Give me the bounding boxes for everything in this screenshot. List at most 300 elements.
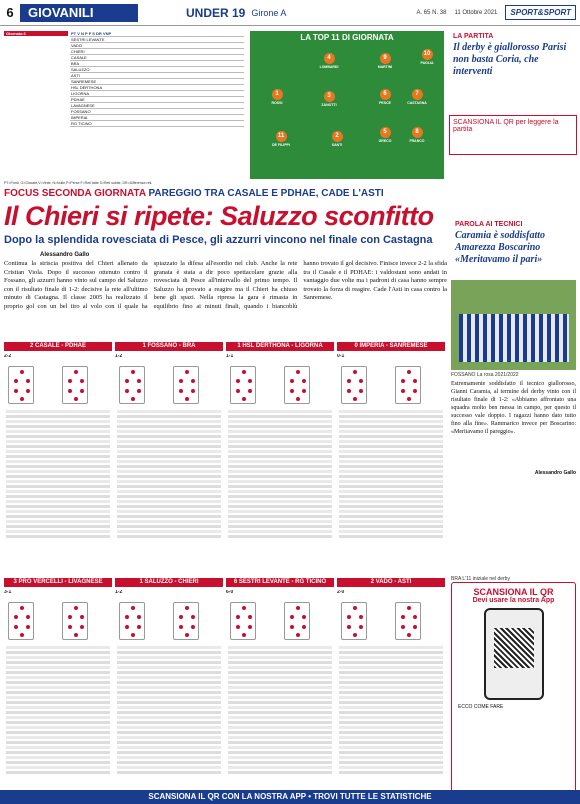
lineup-line bbox=[6, 455, 110, 458]
match-title: 1 HSL DERTHONA - LIGORNA bbox=[226, 342, 334, 351]
player-number: 4 bbox=[324, 53, 335, 64]
lineup-line bbox=[6, 656, 110, 659]
lineup-line bbox=[117, 721, 221, 724]
lineup-line bbox=[339, 706, 443, 709]
player-dot bbox=[185, 397, 189, 401]
lineup-line bbox=[339, 445, 443, 448]
lineup-line bbox=[6, 671, 110, 674]
lineup-line bbox=[117, 440, 221, 443]
table-row: LAVAGNESE bbox=[70, 103, 244, 109]
lineup-line bbox=[228, 696, 332, 699]
lineup-line bbox=[339, 691, 443, 694]
lineup-line bbox=[6, 696, 110, 699]
lineup-line bbox=[228, 515, 332, 518]
player-dot bbox=[191, 379, 195, 383]
lineup-line bbox=[228, 691, 332, 694]
table-row: HSL DERTHONA bbox=[70, 85, 244, 91]
lineup-line bbox=[117, 696, 221, 699]
top11-player bbox=[260, 89, 294, 105]
match-score: 0-1 bbox=[337, 354, 345, 359]
player-dot bbox=[20, 397, 24, 401]
player-dot bbox=[242, 370, 246, 374]
table-header: PT V N P F S DR VNP bbox=[70, 31, 244, 37]
lineup-diagram bbox=[62, 602, 88, 640]
lineup-line bbox=[6, 495, 110, 498]
lineup-line bbox=[339, 425, 443, 428]
lineup-line bbox=[117, 686, 221, 689]
lineup-line bbox=[6, 771, 110, 774]
lineup-line bbox=[228, 480, 332, 483]
player-dot bbox=[26, 625, 30, 629]
lineup-line bbox=[228, 686, 332, 689]
lineup-line bbox=[228, 726, 332, 729]
lineup-line bbox=[6, 751, 110, 754]
match-block bbox=[115, 578, 223, 786]
lineup-line bbox=[339, 510, 443, 513]
lineup-line bbox=[228, 746, 332, 749]
player-number: 3 bbox=[324, 91, 335, 102]
top11-pitch bbox=[250, 31, 444, 179]
lineup-line bbox=[117, 530, 221, 533]
player-dot bbox=[401, 625, 405, 629]
lineup-line bbox=[6, 530, 110, 533]
team-photo bbox=[451, 280, 576, 370]
player-number: 5 bbox=[380, 127, 391, 138]
lineup-line bbox=[117, 445, 221, 448]
top11-player bbox=[320, 131, 354, 147]
lineup-line bbox=[339, 525, 443, 528]
group-label: Girone A bbox=[251, 7, 287, 18]
lineup-line bbox=[228, 741, 332, 744]
player-dot bbox=[353, 633, 357, 637]
lineup-line bbox=[228, 500, 332, 503]
lineup-diagram bbox=[395, 602, 421, 640]
lineup-line bbox=[117, 671, 221, 674]
lineup-line bbox=[6, 701, 110, 704]
lineup-diagram bbox=[173, 366, 199, 404]
lineup-line bbox=[117, 430, 221, 433]
player-dot bbox=[68, 625, 72, 629]
lineup-line bbox=[339, 495, 443, 498]
lineup-line bbox=[228, 460, 332, 463]
lineup-line bbox=[117, 726, 221, 729]
lineup-line bbox=[117, 766, 221, 769]
lineup-line bbox=[6, 666, 110, 669]
lineup-line bbox=[117, 465, 221, 468]
top11-player bbox=[410, 49, 444, 65]
player-dot bbox=[290, 379, 294, 383]
photo-row bbox=[459, 314, 569, 338]
player-dot bbox=[242, 606, 246, 610]
match-title: 1 SALUZZO - CHIERI bbox=[115, 578, 223, 587]
lineup-line bbox=[6, 741, 110, 744]
player-name: LOMBARDI bbox=[319, 65, 339, 69]
lineup-line bbox=[6, 661, 110, 664]
lineup-line bbox=[339, 646, 443, 649]
lineup-line bbox=[6, 676, 110, 679]
lineup-line bbox=[117, 535, 221, 538]
lineup-line bbox=[339, 701, 443, 704]
player-dot bbox=[290, 615, 294, 619]
lineup-line bbox=[228, 706, 332, 709]
player-dot bbox=[20, 370, 24, 374]
lineup-line bbox=[6, 470, 110, 473]
player-dot bbox=[179, 625, 183, 629]
player-dot bbox=[347, 625, 351, 629]
lineup-line bbox=[339, 771, 443, 774]
lineup-line bbox=[228, 736, 332, 739]
lineup-line bbox=[6, 480, 110, 483]
lineup-line bbox=[339, 415, 443, 418]
lineup-line bbox=[6, 435, 110, 438]
lineup-line bbox=[6, 726, 110, 729]
lineup-line bbox=[228, 525, 332, 528]
player-dot bbox=[131, 633, 135, 637]
lineup-line bbox=[117, 480, 221, 483]
match-score: 2-2 bbox=[4, 354, 12, 359]
lineup-line bbox=[339, 676, 443, 679]
player-dot bbox=[191, 625, 195, 629]
player-dot bbox=[359, 625, 363, 629]
player-name: GRECO bbox=[378, 139, 392, 143]
player-dot bbox=[302, 379, 306, 383]
lineup-line bbox=[339, 460, 443, 463]
player-dot bbox=[74, 397, 78, 401]
lineup-line bbox=[339, 681, 443, 684]
top11-player bbox=[368, 89, 402, 105]
lineup-line bbox=[339, 756, 443, 759]
player-dot bbox=[125, 389, 129, 393]
player-dot bbox=[302, 625, 306, 629]
lineup-line bbox=[117, 756, 221, 759]
lineup-line bbox=[117, 520, 221, 523]
app-title: SCANSIONA IL QR bbox=[473, 587, 554, 597]
lineup-line bbox=[339, 761, 443, 764]
lineup-line bbox=[6, 736, 110, 739]
lineup-line bbox=[339, 741, 443, 744]
lineup-line bbox=[228, 485, 332, 488]
lineup-line bbox=[339, 520, 443, 523]
player-dot bbox=[236, 615, 240, 619]
player-dot bbox=[347, 379, 351, 383]
lineup-line bbox=[117, 661, 221, 664]
player-dot bbox=[185, 606, 189, 610]
player-dot bbox=[68, 389, 72, 393]
lineup-line bbox=[6, 465, 110, 468]
player-dot bbox=[302, 389, 306, 393]
lineup-line bbox=[117, 500, 221, 503]
player-dot bbox=[413, 389, 417, 393]
lineup-line bbox=[117, 691, 221, 694]
player-dot bbox=[248, 389, 252, 393]
lineup-line bbox=[339, 736, 443, 739]
lineup-line bbox=[228, 450, 332, 453]
table-row: SANREMESE bbox=[70, 79, 244, 85]
player-dot bbox=[74, 370, 78, 374]
match-score: 1-2 bbox=[115, 354, 123, 359]
lineup-line bbox=[6, 525, 110, 528]
player-dot bbox=[20, 633, 24, 637]
player-dot bbox=[401, 615, 405, 619]
side-column: Estremamente soddisfatto il tecnico giallorosso, Gianni Caramia, al termine del derby vinto con il risultato finale di 1-2: «Abbiamo affrontato una squadra molto ben messa in campo, per questo il successo vale doppio. I ragazzi hanno dato tutto fino alla fine». Rammarico invece per Boscarino: «Meritavamo il pareggio». bbox=[451, 381, 576, 435]
lineup-line bbox=[117, 435, 221, 438]
player-dot bbox=[407, 370, 411, 374]
results-list bbox=[4, 31, 68, 36]
partita-title: Il derby è giallorosso Parisi non basta Coria, che interventi bbox=[453, 42, 567, 77]
top11-title: LA TOP 11 DI GIORNATA bbox=[300, 33, 394, 42]
player-dot bbox=[236, 625, 240, 629]
lineup-line bbox=[228, 711, 332, 714]
lineup-line bbox=[6, 430, 110, 433]
app-promo[interactable] bbox=[451, 582, 576, 794]
lineup-line bbox=[6, 646, 110, 649]
lineup-line bbox=[6, 445, 110, 448]
lineup-line bbox=[6, 425, 110, 428]
lineup-diagram bbox=[284, 366, 310, 404]
lineup-line bbox=[339, 716, 443, 719]
photo-caption: FOSSANO La rosa 2021/2022 bbox=[451, 372, 519, 378]
player-dot bbox=[131, 397, 135, 401]
qr-box[interactable]: SCANSIONA IL QR per leggere la partita bbox=[449, 115, 577, 155]
lineup-line bbox=[228, 676, 332, 679]
lineup-line bbox=[117, 525, 221, 528]
category-label: UNDER 19 bbox=[186, 5, 246, 20]
player-dot bbox=[296, 370, 300, 374]
player-dot bbox=[353, 397, 357, 401]
player-dot bbox=[14, 389, 18, 393]
lineup-line bbox=[117, 425, 221, 428]
competition bbox=[138, 6, 416, 20]
lineup-line bbox=[339, 455, 443, 458]
lineup-line bbox=[6, 766, 110, 769]
player-dot bbox=[80, 625, 84, 629]
player-name: MARTINI bbox=[377, 65, 393, 69]
lineup-line bbox=[228, 701, 332, 704]
match-block bbox=[4, 342, 112, 568]
kicker-detail: PAREGGIO TRA CASALE E PDHAE, CADE L'ASTI bbox=[148, 188, 384, 199]
bra-caption: BRA L'11 iniziale nel derby bbox=[451, 576, 510, 582]
player-dot bbox=[413, 625, 417, 629]
app-subtitle: Devi usare la nostra App bbox=[472, 597, 555, 604]
table-row: SALUZZO bbox=[70, 67, 244, 73]
lineup-line bbox=[228, 415, 332, 418]
lineup-line bbox=[228, 661, 332, 664]
lineup-line bbox=[117, 505, 221, 508]
match-title: 2 VADO - ASTI bbox=[337, 578, 445, 587]
player-number: 8 bbox=[412, 127, 423, 138]
table-row: CHIERI bbox=[70, 49, 244, 55]
lineup-line bbox=[339, 666, 443, 669]
match-score: 6-0 bbox=[226, 590, 234, 595]
author: Alessandro Gallo bbox=[40, 252, 90, 258]
table-row: LIGORNA bbox=[70, 91, 244, 97]
lineup-line bbox=[339, 746, 443, 749]
lineup-line bbox=[117, 736, 221, 739]
lineup-line bbox=[6, 510, 110, 513]
player-dot bbox=[74, 606, 78, 610]
lineup-line bbox=[228, 761, 332, 764]
player-dot bbox=[242, 633, 246, 637]
top11-player bbox=[368, 127, 402, 143]
player-dot bbox=[347, 615, 351, 619]
lineup-line bbox=[228, 721, 332, 724]
player-dot bbox=[185, 633, 189, 637]
lineup-line bbox=[339, 470, 443, 473]
top11-player bbox=[312, 91, 346, 107]
lineup-line bbox=[6, 505, 110, 508]
lineup-diagram bbox=[173, 602, 199, 640]
lineup-line bbox=[117, 490, 221, 493]
lineup-line bbox=[6, 535, 110, 538]
player-dot bbox=[80, 379, 84, 383]
lineup-diagram bbox=[119, 366, 145, 404]
parola-title: Caramia è soddisfatto Amarezza Boscarino «Meritavamo il pari» bbox=[455, 230, 546, 265]
player-dot bbox=[131, 606, 135, 610]
standings-table bbox=[4, 31, 244, 177]
lineup-line bbox=[339, 505, 443, 508]
lineup-line bbox=[117, 711, 221, 714]
lineup-line bbox=[117, 666, 221, 669]
lineup-line bbox=[339, 485, 443, 488]
lineup-line bbox=[339, 751, 443, 754]
legend: PT=Punti, G=Giocate,V=Vinte, N=Nulle,P=Perse F=Reti fatte S=Reti subite, DR=Differenza reti. bbox=[4, 181, 153, 185]
player-dot bbox=[185, 370, 189, 374]
lineup-line bbox=[117, 676, 221, 679]
table-row: FOSSANO bbox=[70, 109, 244, 115]
player-name: PAGLIA bbox=[420, 61, 434, 65]
player-dot bbox=[359, 389, 363, 393]
match-block bbox=[4, 578, 112, 786]
lineup-line bbox=[228, 666, 332, 669]
lineup-line bbox=[339, 726, 443, 729]
lineup-line bbox=[339, 430, 443, 433]
player-dot bbox=[179, 615, 183, 619]
lineup-line bbox=[6, 415, 110, 418]
lineup-line bbox=[339, 435, 443, 438]
page-number: 6 bbox=[6, 5, 14, 20]
player-dot bbox=[125, 379, 129, 383]
player-dot bbox=[413, 615, 417, 619]
phone-icon bbox=[484, 608, 544, 700]
top11-player bbox=[264, 131, 298, 147]
lineup-line bbox=[117, 656, 221, 659]
headline: Il Chieri si ripete: Saluzzo sconfitto bbox=[4, 201, 434, 231]
player-dot bbox=[401, 379, 405, 383]
lineup-line bbox=[117, 681, 221, 684]
player-dot bbox=[68, 379, 72, 383]
player-dot bbox=[20, 606, 24, 610]
player-dot bbox=[125, 615, 129, 619]
lineup-line bbox=[228, 435, 332, 438]
lineup-line bbox=[339, 671, 443, 674]
match-title: 3 PRO VERCELLI - LIVAGNESE bbox=[4, 578, 112, 587]
lineup-line bbox=[6, 746, 110, 749]
lineup-line bbox=[228, 455, 332, 458]
lineup-line bbox=[228, 671, 332, 674]
lineup-line bbox=[228, 535, 332, 538]
top11-player bbox=[400, 127, 434, 143]
lineup-line bbox=[6, 515, 110, 518]
player-number: 9 bbox=[380, 53, 391, 64]
match-block bbox=[337, 578, 445, 786]
player-dot bbox=[407, 606, 411, 610]
player-name: CASTAGNA bbox=[407, 101, 427, 105]
match-title: 1 FOSSANO - BRA bbox=[115, 342, 223, 351]
player-dot bbox=[248, 615, 252, 619]
lineup-line bbox=[339, 440, 443, 443]
lineup-line bbox=[339, 490, 443, 493]
lineup-line bbox=[117, 485, 221, 488]
article-body: Continua la striscia positiva del Chieri allenato da Cristian Viola. Dopo il successo ottenuto contro il Fossano, gli azzurri hanno vinto sul campo del Saluzzo con il risultato finale di 1-2: decisive la rete all'ultimo minuto di Castagna. Il classe 2005 ha realizzato il proprio gol con un bel tiro al volo con il quale ha spiazzato la difesa all'esordio nel club. Anche la rete granata è stata a dir poco spettacolare grazie alla rovesciata di Pesce all'intervallo del primo tempo. Il Saluzzo ha provato a reagire ma il Chieri ha chiuso bene gli spazi. Nella ripresa la gara è rimasta in equilibrio fino ai minuti finali, quando i biancoblù hanno trovato il gol decisivo. Finisce invece 2-2 la sfida tra il Casale e il PDHAE: i valdostani sono andati in vantaggio due volte ma i padroni di casa hanno sempre trovato la forza di reagire. Cade l'Asti in casa contro la Sanremese. bbox=[4, 260, 447, 310]
section-label: GIOVANILI bbox=[20, 4, 138, 22]
lineup-line bbox=[117, 495, 221, 498]
top11-player bbox=[312, 53, 346, 69]
lineup-line bbox=[339, 450, 443, 453]
lineup-diagram bbox=[230, 602, 256, 640]
lineup-line bbox=[6, 410, 110, 413]
player-dot bbox=[407, 633, 411, 637]
lineup-line bbox=[339, 515, 443, 518]
player-dot bbox=[413, 379, 417, 383]
lineup-line bbox=[6, 681, 110, 684]
player-dot bbox=[359, 615, 363, 619]
player-dot bbox=[248, 625, 252, 629]
lineup-line bbox=[6, 721, 110, 724]
player-dot bbox=[302, 615, 306, 619]
player-dot bbox=[137, 389, 141, 393]
lineup-line bbox=[339, 721, 443, 724]
player-name: SANTI bbox=[331, 143, 343, 147]
lineup-line bbox=[6, 450, 110, 453]
lineup-line bbox=[117, 470, 221, 473]
lineup-line bbox=[6, 420, 110, 423]
lineup-line bbox=[117, 460, 221, 463]
partita-label: LA PARTITA bbox=[453, 33, 494, 40]
match-score: 2-0 bbox=[337, 590, 345, 595]
player-name: PESCE bbox=[379, 101, 391, 105]
player-dot bbox=[131, 370, 135, 374]
match-block bbox=[337, 342, 445, 568]
lineup-line bbox=[228, 731, 332, 734]
league-table bbox=[70, 31, 244, 127]
lineup-line bbox=[228, 766, 332, 769]
lineup-line bbox=[117, 475, 221, 478]
lineup-line bbox=[117, 410, 221, 413]
player-dot bbox=[14, 379, 18, 383]
player-dot bbox=[68, 615, 72, 619]
lineup-line bbox=[228, 505, 332, 508]
lineup-line bbox=[6, 490, 110, 493]
lineup-line bbox=[117, 450, 221, 453]
lineup-line bbox=[117, 420, 221, 423]
lineup-line bbox=[6, 691, 110, 694]
lineup-line bbox=[228, 771, 332, 774]
lineup-line bbox=[6, 686, 110, 689]
lineup-line bbox=[117, 706, 221, 709]
player-dot bbox=[236, 379, 240, 383]
lineup-line bbox=[339, 420, 443, 423]
lineup-line bbox=[117, 731, 221, 734]
lineup-line bbox=[339, 731, 443, 734]
lineup-line bbox=[228, 756, 332, 759]
lineup-diagram bbox=[284, 602, 310, 640]
table-row: IMPERIA bbox=[70, 115, 244, 121]
lineup-line bbox=[228, 470, 332, 473]
player-dot bbox=[26, 389, 30, 393]
player-dot bbox=[137, 625, 141, 629]
player-dot bbox=[125, 625, 129, 629]
lineup-line bbox=[228, 440, 332, 443]
